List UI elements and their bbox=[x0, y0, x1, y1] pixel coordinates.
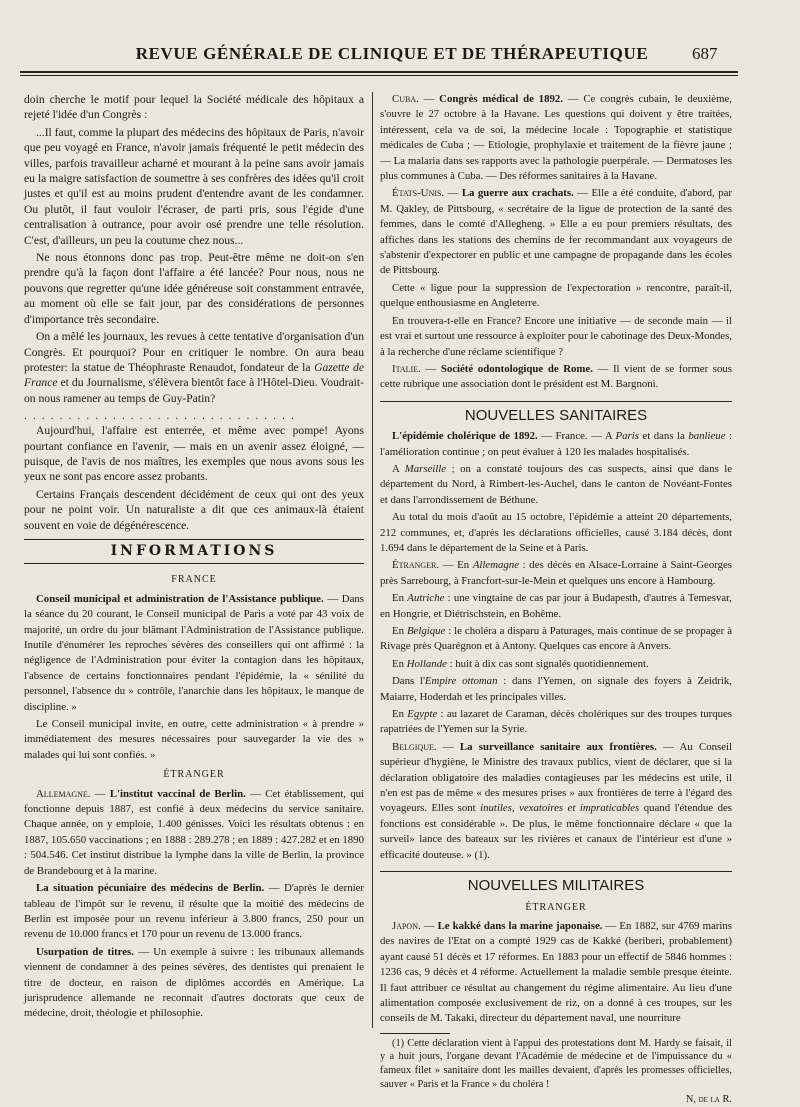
paragraph: On a mêlé les journaux, les revues à cette tentative d'organisation d'un Congrès. Et pourquoi? Pour en critiquer le nombre. On aura beau protester: la statue de Théophraste Renaudot, fondateur de la Gazette de France et du Journalisme, s'élèvera bientôt face à l'Hôtel-Dieu. Voudrait-on nous ramener au temps de Guy-Patin? bbox=[24, 330, 364, 405]
paragraph: Certains Français descendent décidément de ceux qui ont des yeux pour ne point voir. Un naturaliste a dit que ces animaux-là étaient souvent en voie de dégénérescence. bbox=[24, 487, 364, 532]
subsection-france: FRANCE bbox=[171, 574, 217, 586]
news-item-continued: En Autriche : une vingtaine de cas par jour à Budapesth, d'autres à Temesvar, en Hongrie, et Diétrischstein, en Bohême. bbox=[380, 592, 732, 620]
paragraph: Aujourd'hui, l'affaire est enterrée, et même avec pompe! Ayons pourtant confiance en l'avenir, — mais en un avenir assez éloigné, — puisque, de l'avis de nos maîtres, les exemples que nous avons sous les yeux ne sont pas encore assez probants. bbox=[24, 424, 364, 484]
news-item-continued: Le Conseil municipal invite, en outre, cette administration « à prendre » immédiatement des mesures nécessaires pour sauvegarder la vie des » malades qui lui sont confiés. » bbox=[24, 718, 364, 761]
section-title-sanitaires: NOUVELLES SANITAIRES bbox=[380, 401, 732, 423]
section-title-militaires: NOUVELLES MILITAIRES bbox=[380, 871, 732, 893]
subsection-etranger: ÉTRANGER bbox=[163, 769, 225, 781]
page-header bbox=[0, 0, 800, 78]
news-item-continued: A Marseille ; on a constaté toujours des cas suspects, ainsi que dans le département du Nord, à Rimbert-les-Auchel, dans le canton de Novéant-Fontes et dans l'arrondissement de Béthune. bbox=[380, 462, 733, 506]
paragraph: Ne nous étonnons donc pas trop. Peut-être même ne doit-on s'en prendre qu'à la façon dont l'affaire a été lancée? Pour nous, nous ne pouvons que regretter qu'une idée généreuse soit constamment entravée, au moment où elle se fait jour, par des considérations de personnes d'importance très secondaire. bbox=[24, 251, 364, 326]
news-item-continued: En Belgique : le choléra a disparu à Paturages, mais continue de se propager à Rivage près Quarégnon et à Antony. Quelques cas encore à Anvers. bbox=[380, 625, 732, 653]
header-rule-thin bbox=[20, 75, 738, 76]
left-column bbox=[24, 92, 364, 1024]
news-item-continued: Au total du mois d'août au 15 octobre, l'épidémie a atteint 20 départements, 212 communes, et, d'après les déclarations officielles, causé 3.184 décès, dont 1.694 dans le département de la Seine et à Paris. bbox=[380, 511, 732, 554]
news-item: États-Unis. — La guerre aux crachats. — Elle a été conduite, d'abord, par M. Qakley, de Pittsbourg, « secrétaire de la ligue de protection de la santé des femmes, dans le comté d'Allegheng. » Elle a eu pour premiers résultats, des affiches dans les stations des chemins de fer recommandant aux voyageurs de s'abstenir d'expectorer en public et une campagne de propagande dans les écoles de Pittsbourg. bbox=[380, 187, 732, 277]
page-number: 687 bbox=[692, 44, 718, 63]
column-separator bbox=[372, 92, 373, 1028]
subsection-etranger: ÉTRANGER bbox=[525, 901, 587, 913]
news-item: Italie. — Société odontologique de Rome. — Il vient de se former sous cette rubrique une association dont le président est M. Bargnoni. bbox=[380, 362, 732, 391]
news-item-continued: En Egypte : au lazaret de Caraman, décès cholériques sur des troupes turques rapatriées de l'Yemen sur la Syrie. bbox=[380, 708, 733, 736]
header-rule bbox=[20, 71, 738, 73]
right-column bbox=[380, 92, 732, 1107]
news-item-continued: Dans l'Empire ottoman : dans l'Yemen, on signale des foyers à Zeidrik, Maiarre, Hoderdah et les principales villes. bbox=[380, 675, 732, 703]
news-item: Conseil municipal et administration de l'Assistance publique. — Dans la séance du 20 courant, le Conseil municipal de Paris a voté par 43 voix de majorité, un ordre du jour blâmant l'Administration de l'Assistance publique. Inutile d'énumérer les reproches sévères des conseillers qui ont affirmé : la négligence de l'Administration pour éviter la contagion dans les hôpitaux, l'absence de certains fonctionnaires pendant l'épidémie, la « sénilité du personnel, l'absence du » contrôle, l'anarchie dans les hôpitaux, le manque de discipline. » bbox=[24, 592, 364, 713]
quote-paragraph: ...Il faut, comme la plupart des médecins des hôpitaux de Paris, n'avoir que peu voyagé en France, n'avoir jamais fréquenté le petit médecin des villes, parfois travailleur acharné et mourant à la peine sans avoir jamais eu la maigre satisfaction de soumettre à ses confrères des idées qu'il croit justes et qu'il est au moins prudent d'entendre avant de les condamner. Ou plutôt, il faut vouloir l'écraser, de parti pris, sous l'égide d'une centralisation à outrance, pour avoir osé prendre une telle résolution. C'est, d'ailleurs, un peu la coutume chez nous... bbox=[24, 125, 364, 247]
journal-title: REVUE GÉNÉRALE DE CLINIQUE ET DE THÉRAPEUTIQUE bbox=[135, 44, 649, 63]
editor-signature: N, de la R. bbox=[685, 1094, 732, 1106]
news-item-continued: En trouvera-t-elle en France? Encore une initiative — de seconde main — il est vrai et surtout une ressource à exploiter pour le cabotinage des Deux-Mondes, à la recherche d'une réclame scientifique ? bbox=[380, 314, 732, 358]
news-item: L'épidémie cholérique de 1892. — France. — A Paris et dans la banlieue : l'amélioration continue ; on peut évaluer à 120 les malades hospitalisés. bbox=[380, 430, 732, 458]
news-item: Cuba. — Congrès médical de 1892. — Ce congrès cubain, le deuxième, s'ouvre le 27 octobre à la Havane. Les questions qui doivent y être traitées, intéressent, cela va de soi, la médecine locale : Topographie et statistique médicales de Cuba ; — Etiologie, prophylaxie et traitement de la fièvre jaune ; — La malaria dans ses rapports avec la pathologie puerpérale. — Dermatoses les plus communes à Cuba. — Des réformes sanitaires à la Havane. bbox=[380, 93, 732, 183]
section-title-informations: INFORMATIONS bbox=[24, 539, 364, 564]
footnote-rule bbox=[380, 1033, 450, 1034]
news-item: Usurpation de titres. — Un exemple à suivre : les tribunaux allemands viennent de condamner à des peines sévères, des dentistes qui prenaient le titre de docteur, en raison de diplômes accordés en Amérique. La jurisprudence allemande ne reconnait d'autres doctorats que ceux de médecine, droit, théologie et philosophie. bbox=[24, 945, 364, 1020]
news-item: La situation pécuniaire des médecins de Berlin. — D'après le dernier tableau de l'impôt sur le revenu, il résulte que la moitié des médecins de Berlin est imposée pour un revenu inférieur à 3.800 francs, 250 pour un revenu de 10.000 francs et 170 pour un revenu de 13.000 francs. bbox=[24, 882, 365, 941]
ellipsis-line: ............................... bbox=[24, 409, 300, 423]
news-item: Japon. — Le kakké dans la marine japonaise. — En 1882, sur 4769 marins des navires de l'Etat on a compté 1929 cas de Kakké (beriberi, probablement) ayant causé 51 décès et 17 réformes. En 1883 pour un effectif de 5846 hommes : 1236 cas, 9 décès et 4 réforme. Actuellement la maladie semble presque éteinte. Il faut attribuer ce résultat au changement du régime alimentaire. Au lieu d'une alimentation composée exclusivement de riz, on a donné à ces troupes, sur les conseils de M. Takaki, directeur du département naval, une nourriture bbox=[380, 919, 732, 1025]
news-item-continued: En Hollande : huit à dix cas sont signalés quotidiennement. bbox=[392, 657, 649, 670]
news-item: Belgique. — La surveillance sanitaire aux frontières. — Au Conseil supérieur d'hygiène, le Ministre des travaux publics, vient de déclarer, que si la déclaration obligatoire des maladies contagieuses par les médecins est utile, il n'en est pas de même « des mesures prises » aux frontières de terre à l'égard des voyageurs. Elles sont inutiles, vexatoires et impraticables quand l'étendue des fonctions est considérable ». De plus, le même fonctionnaire déclare « que la surveil» lance des bateaux sur les rivières et canaux de l'intérieur est d'une » efficacité douteuse. » (1). bbox=[380, 740, 732, 861]
news-item-continued: Étranger. — En Allemagne : des décès en Alsace-Lorraine à Saint-Georges près Sarrebourg, à Francfort-sur-le-Mein et quelques uns encore à Hambourg. bbox=[380, 559, 733, 587]
footnote: (1) Cette déclaration vient à l'appui des protestations dont M. Hardy se faisait, il y a huit jours, l'organe devant l'Académie de médecine et de l'impuissance du « fameux filet » sanitaire dont les mailles devaient, d'après les promesses officielles, sauver « Paris et la France » du choléra ! bbox=[380, 1037, 732, 1090]
paragraph: doin cherche le motif pour lequel la Société médicale des hôpitaux a rejeté l'idée d'un Congrès : bbox=[24, 93, 364, 122]
news-item: Allemagne. — L'institut vaccinal de Berlin. — Cet établissement, qui fonctionne depuis 1887, est confié à deux médecins du service sanitaire. Chaque année, on y emploie, 1.400 génisses. Voici les résultats obtenus : en 1887, 105.650 vaccinations ; en 1888 : 289.278 ; en 1889 : 427.282 et en 1890 : 504.546. Cet institut distribue la lymphe dans la ville de Berlin, la province de Brandebourg et à la marine. bbox=[24, 787, 364, 877]
news-item-continued: Cette « ligue pour la suppression de l'expectoration » rencontre, paraît-il, quelque enthousiasme en Angleterre. bbox=[380, 281, 732, 310]
